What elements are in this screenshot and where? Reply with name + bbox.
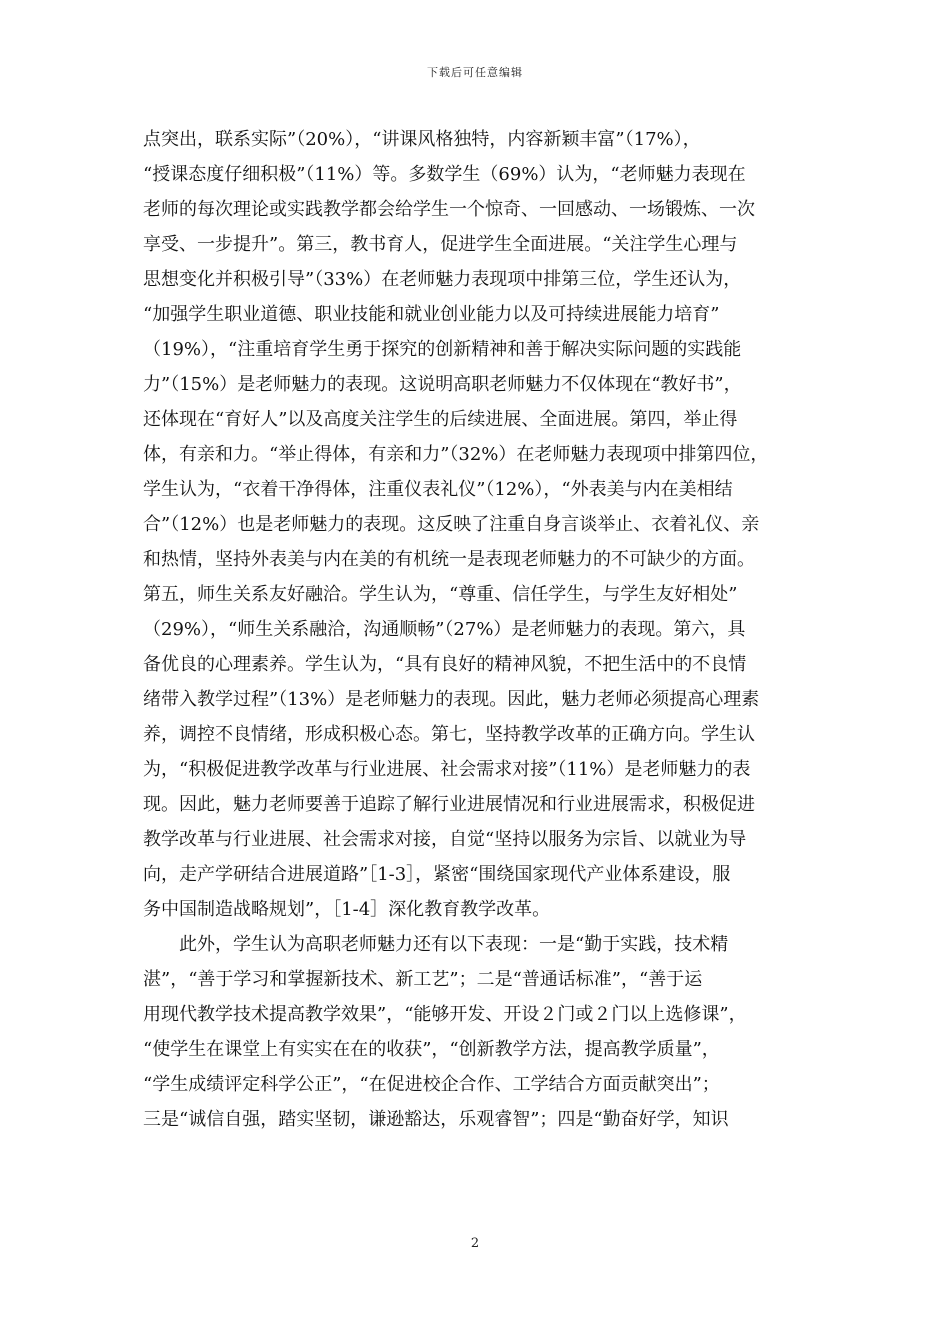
text-line: 合”（12%）也是老师魅力的表现。这反映了注重自身言谈举止、衣着礼仪、亲 <box>143 514 760 535</box>
text-line: 为，“积极促进教学改革与行业进展、社会需求对接”（11%）是老师魅力的表 <box>143 759 751 780</box>
text-line: 点突出，联系实际”（20%），“讲课风格独特，内容新颖丰富”（17%）， <box>143 129 701 150</box>
text-line: （19%），“注重培育学生勇于探究的创新精神和善于解决实际问题的实践能 <box>143 339 742 360</box>
text-line: “授课态度仔细积极”（11%）等。多数学生（69%）认为，“老师魅力表现在 <box>143 164 746 185</box>
text-line: “使学生在课堂上有实实在在的收获”，“创新教学方法，提高教学质量”， <box>143 1039 720 1060</box>
text-line: 用现代教学技术提高教学效果”，“能够开发、开设２门或２门以上选修课”， <box>143 1004 747 1025</box>
text-line: 三是“诚信自强，踏实坚韧，谦逊豁达，乐观睿智”；四是“勤奋好学，知识 <box>143 1109 729 1130</box>
text-line: 体，有亲和力。“举止得体，有亲和力”（32%）在老师魅力表现项中排第四位， <box>143 444 769 465</box>
page-header: 下载后可任意编辑 <box>427 66 523 79</box>
text-line: 还体现在“育好人”以及高度关注学生的后续进展、全面进展。第四，举止得 <box>143 409 738 430</box>
text-line: 学生认为，“衣着干净得体，注重仪表礼仪”（12%），“外表美与内在美相结 <box>143 479 733 500</box>
text-line: 第五，师生关系友好融洽。学生认为，“尊重、信任学生，与学生友好相处” <box>143 584 738 605</box>
text-line: （29%），“师生关系融洽，沟通顺畅”（27%）是老师魅力的表现。第六，具 <box>143 619 746 640</box>
text-line: 现。因此，魅力老师要善于追踪了解行业进展情况和行业进展需求，积极促进 <box>143 794 755 815</box>
page-number: 2 <box>470 1236 480 1251</box>
text-line: 思想变化并积极引导”（33%）在老师魅力表现项中排第三位，学生还认为， <box>143 269 742 290</box>
text-line: 享受、一步提升”。第三，教书育人，促进学生全面进展。“关注学生心理与 <box>143 234 738 255</box>
text-line: “学生成绩评定科学公正”，“在促进校企合作、工学结合方面贡献突出”； <box>143 1074 720 1095</box>
paragraph-start-line: 此外，学生认为高职老师魅力还有以下表现：一是“勤于实践，技术精 <box>143 934 729 955</box>
text-line: 和热情，坚持外表美与内在美的有机统一是表现老师魅力的不可缺少的方面。 <box>143 549 755 570</box>
body-text <box>143 122 811 1137</box>
text-line: 湛”，“善于学习和掌握新技术、新工艺”；二是“普通话标准”，“善于运 <box>143 969 703 990</box>
text-line: 教学改革与行业进展、社会需求对接，自觉“坚持以服务为宗旨、以就业为导 <box>143 829 747 850</box>
text-line: 向，走产学研结合进展道路”［1-3］，紧密“围绕国家现代产业体系建设，服 <box>143 864 731 885</box>
text-line: “加强学生职业道德、职业技能和就业创业能力以及可持续进展能力培育” <box>143 304 720 325</box>
text-line: 务中国制造战略规划”，［1-4］深化教育教学改革。 <box>143 899 551 920</box>
text-line: 力”（15%）是老师魅力的表现。这说明高职老师魅力不仅体现在“教好书”， <box>143 374 742 395</box>
text-line: 绪带入教学过程”（13%）是老师魅力的表现。因此，魅力老师必须提高心理素 <box>143 689 760 710</box>
text-line: 备优良的心理素养。学生认为，“具有良好的精神风貌，不把生活中的不良情 <box>143 654 747 675</box>
text-line: 老师的每次理论或实践教学都会给学生一个惊奇、一回感动、一场锻炼、一次 <box>143 199 755 220</box>
text-line: 养，调控不良情绪，形成积极心态。第七，坚持教学改革的正确方向。学生认 <box>143 724 755 745</box>
